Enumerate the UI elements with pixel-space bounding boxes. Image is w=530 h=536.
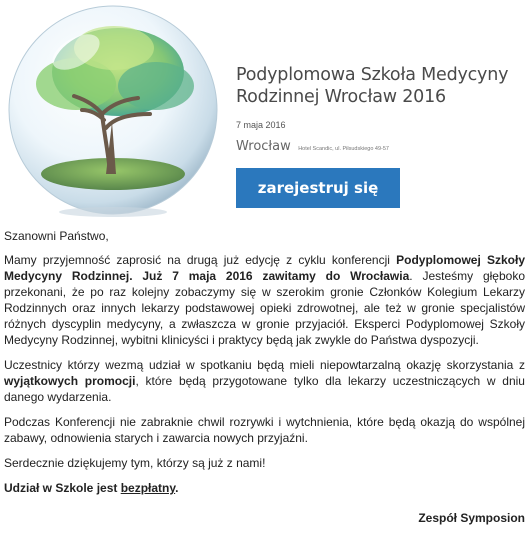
paragraph-promotions <box>4 357 525 405</box>
text-strong <box>4 481 179 495</box>
text-span: . Jesteśmy głęboko przekonani, że po raz kolejny zobaczymy się w szerokim gronie Członków Kolegium Lekarzy Rodzinnych oraz innych lekarzy podstawowej opieki zdrowotnej, ale też w gronie specjalistów różnych dyscyplin medycyny, a zwłaszcza w gronie przyjaciół. Eksperci Podyplomowej Szkoły Medycyny Rodzinnej, wybitni klinicyści i praktycy będą jak zwykle do Państwa dyspozycji. <box>4 269 526 347</box>
invitation-letter <box>4 228 525 535</box>
paragraph-entertainment: Podczas Konferencji nie zabraknie chwil rozrywki i wytchnienia, które będą okazją do wspólnej zabawy, odnowienia starych i zawarcia nowych przyjaźni. <box>4 415 525 445</box>
text-span: Mamy przyjemność zaprosić na drugą już edycję z cyklu konferencji <box>4 253 397 267</box>
paragraph-free-participation <box>4 480 525 496</box>
tree-in-glass-globe-icon <box>6 2 220 220</box>
event-date: 7 maja 2016 <box>236 120 286 130</box>
greeting: Szanowni Państwo, <box>4 229 109 243</box>
text-strong: Podyplomowej Szkoły Medycyny Rodzinnej. Już 7 maja 2016 zawitamy do Wrocławia <box>4 253 525 283</box>
event-address: Hotel Scandic, ul. Piłsudskiego 49-57 <box>298 146 389 152</box>
signature: Zespół Symposion <box>418 511 525 525</box>
event-city: Wrocław <box>236 139 291 154</box>
text-span: Udział w Szkole jest <box>4 481 121 495</box>
text-span: , które będą przygotowane tylko dla lekarzy uczestniczących w dniu danego wydarzenia. <box>4 374 525 404</box>
text-span: Uczestnicy którzy wezmą udział w spotkaniu będą mieli niepowtarzalną okazję skorzystania z <box>4 358 525 372</box>
register-button[interactable]: zarejestruj się <box>236 168 400 208</box>
text-underlined: bezpłatny <box>120 481 176 495</box>
paragraph-thanks: Serdecznie dziękujemy tym, którzy są już z nami! <box>4 456 266 470</box>
text-span: . <box>175 481 179 495</box>
event-title: Podyplomowa Szkoła Medycyny Rodzinnej Wrocław 2016 <box>236 65 509 107</box>
event-location <box>236 137 389 155</box>
text-strong: wyjątkowych promocji <box>4 374 136 388</box>
paragraph-intro <box>4 252 525 348</box>
event-banner <box>0 0 530 225</box>
